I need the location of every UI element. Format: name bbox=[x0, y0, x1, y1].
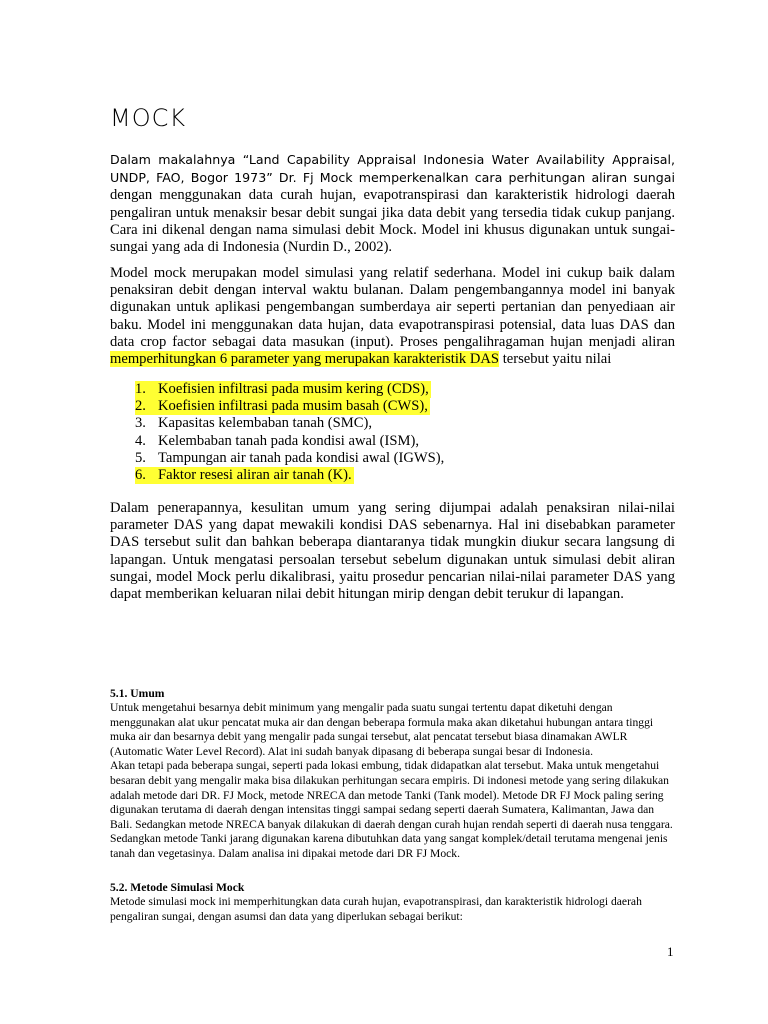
section-body-metode bbox=[110, 895, 675, 924]
list-item-highlight bbox=[135, 381, 431, 398]
list-item bbox=[110, 433, 675, 450]
list-item bbox=[110, 415, 675, 432]
list-item-highlight bbox=[135, 398, 430, 415]
list-number: 3. bbox=[135, 415, 146, 432]
section-body-umum bbox=[110, 701, 675, 862]
list-text: Tampungan air tanah pada kondisi awal (IGWS), bbox=[158, 449, 445, 466]
page-number: 1 bbox=[667, 944, 674, 959]
list-text: Koefisien infiltrasi pada musim basah (CWS), bbox=[158, 398, 428, 415]
section-umum-paragraph: Akan tetapi pada beberapa sungai, seperti pada lokasi embung, tidak didapatkan alat tersebut. Maka untuk mengetahui besaran debit yang mengalir maka bisa dilakukan perhitungan secara empiris. Di indonesi metode yang sering dilakukan adalah metode dari DR. FJ Mock, metode NRECA dan metode Tanki (Tank model). Metode DR FJ Mock paling sering digunakan terutama di daerah dengan intensitas tinggi sampai sedang seperti daerah Sumatera, Kalimantan, Jawa dan Bali. Sedangkan metode NRECA banyak dilakukan di daerah dengan curah hujan rendah seperti di daerah nusa tenggara. Sedangkan metode Tanki jarang digunakan karena dibutuhkan data yang sangat komplek/detail terutama mengenai jenis tanah dan vegetasinya. Dalam analisa ini dipakai metode dari DR FJ Mock. bbox=[110, 759, 673, 860]
list-item bbox=[110, 450, 675, 467]
list-item bbox=[110, 467, 675, 484]
paragraph-model-before: Model mock merupakan model simulasi yang relatif sederhana. Model ini cukup baik dalam penaksiran debit dengan interval waktu bulanan. Dalam pengembangannya model ini banyak digunakan untuk aplikasi pengembangan sumberdaya air seperti pertanian dan penyediaan air baku. Model ini menggunakan data hujan, data evapotranspirasi potensial, data luas DAS dan data crop factor sebagai data masukan (input). Proses pengalihragaman hujan menjadi aliran bbox=[110, 265, 675, 350]
list-item-highlight bbox=[135, 450, 444, 467]
highlighted-text: memperhitungkan 6 parameter yang merupakan karakteristik DAS bbox=[110, 351, 500, 368]
list-item-highlight bbox=[135, 433, 419, 450]
section-umum-paragraph: Untuk mengetahui besarnya debit minimum yang mengalir pada suatu sungai tertentu dapat diketuhi dengan menggunakan alat ukur pencatat muka air dan dengan beberapa formula maka akan diketahui hubungan antara tinggi muka air dan besarnya debit yang mengalir pada sungai tersebut, alat pencatat tersebut biasa dinamakan AWLR (Automatic Water Level Record). Alat ini sudah banyak dipasang di beberapa sungai besar di Indonesia. bbox=[110, 701, 654, 758]
section-metode-paragraph: Metode simulasi mock ini memperhitungkan data curah hujan, evapotranspirasi, dan karakteristik hidrologi daerah pengaliran sungai, dengan asumsi dan data yang diperlukan sebagai berikut: bbox=[110, 895, 642, 923]
parameter-list bbox=[110, 381, 675, 484]
section-heading-umum: 5.1. Umum bbox=[110, 687, 165, 700]
list-item bbox=[110, 381, 675, 398]
paragraph-calibration: Dalam penerapannya, kesulitan umum yang sering dijumpai adalah penaksiran nilai-nilai parameter DAS yang dapat mewakili kondisi DAS sebenarnya. Hal ini disebabkan parameter DAS tersebut sulit dan bahkan beberapa diantaranya tidak mungkin diukur secara langsung di lapangan. Untuk mengatasi persoalan tersebut sebelum digunakan untuk simulasi debit aliran sungai, model Mock perlu dikalibrasi, yaitu prosedur pencarian nilai-nilai parameter DAS yang dapat memberikan keluaran nilai debit hitungan mirip dengan debit terukur di lapangan. bbox=[110, 500, 675, 603]
list-text: Koefisien infiltrasi pada musim kering (CDS), bbox=[158, 381, 429, 397]
paragraph-intro-sans-lead: Dalam makalahnya “Land Capability Appraisal Indonesia Water Availability Appraisal, UNDP, FAO, Bogor 1973” Dr. Fj Mock memperkenalkan cara perhitungan aliran sungai bbox=[110, 152, 675, 186]
list-text: Faktor resesi aliran air tanah (K). bbox=[158, 467, 352, 484]
paragraph-model-after: tersebut yaitu nilai bbox=[502, 351, 612, 368]
list-text: Kelembaban tanah pada kondisi awal (ISM), bbox=[158, 432, 419, 449]
list-item-highlight bbox=[135, 467, 354, 484]
paragraph-model-description bbox=[110, 265, 675, 368]
paragraph-intro bbox=[110, 151, 675, 256]
list-item-highlight bbox=[135, 415, 372, 432]
list-number: 6. bbox=[135, 467, 146, 484]
list-number: 4. bbox=[135, 432, 146, 449]
list-text: Kapasitas kelembaban tanah (SMC), bbox=[158, 415, 372, 432]
section-heading-metode: 5.2. Metode Simulasi Mock bbox=[110, 881, 245, 894]
list-number: 2. bbox=[135, 398, 146, 415]
page-title: MOCK bbox=[110, 104, 187, 132]
list-number: 5. bbox=[135, 449, 146, 466]
list-number: 1. bbox=[135, 381, 146, 397]
list-item bbox=[110, 398, 675, 415]
paragraph-intro-rest: dengan menggunakan data curah hujan, evapotranspirasi dan karakteristik hidrologi daerah pengaliran untuk menaksir besar debit sungai jika data debit yang tersedia tidak cukup panjang. Cara ini dikenal dengan nama simulasi debit Mock. Model ini khusus digunakan untuk sungai-sungai yang ada di Indonesia (Nurdin D., 2002). bbox=[110, 187, 675, 256]
